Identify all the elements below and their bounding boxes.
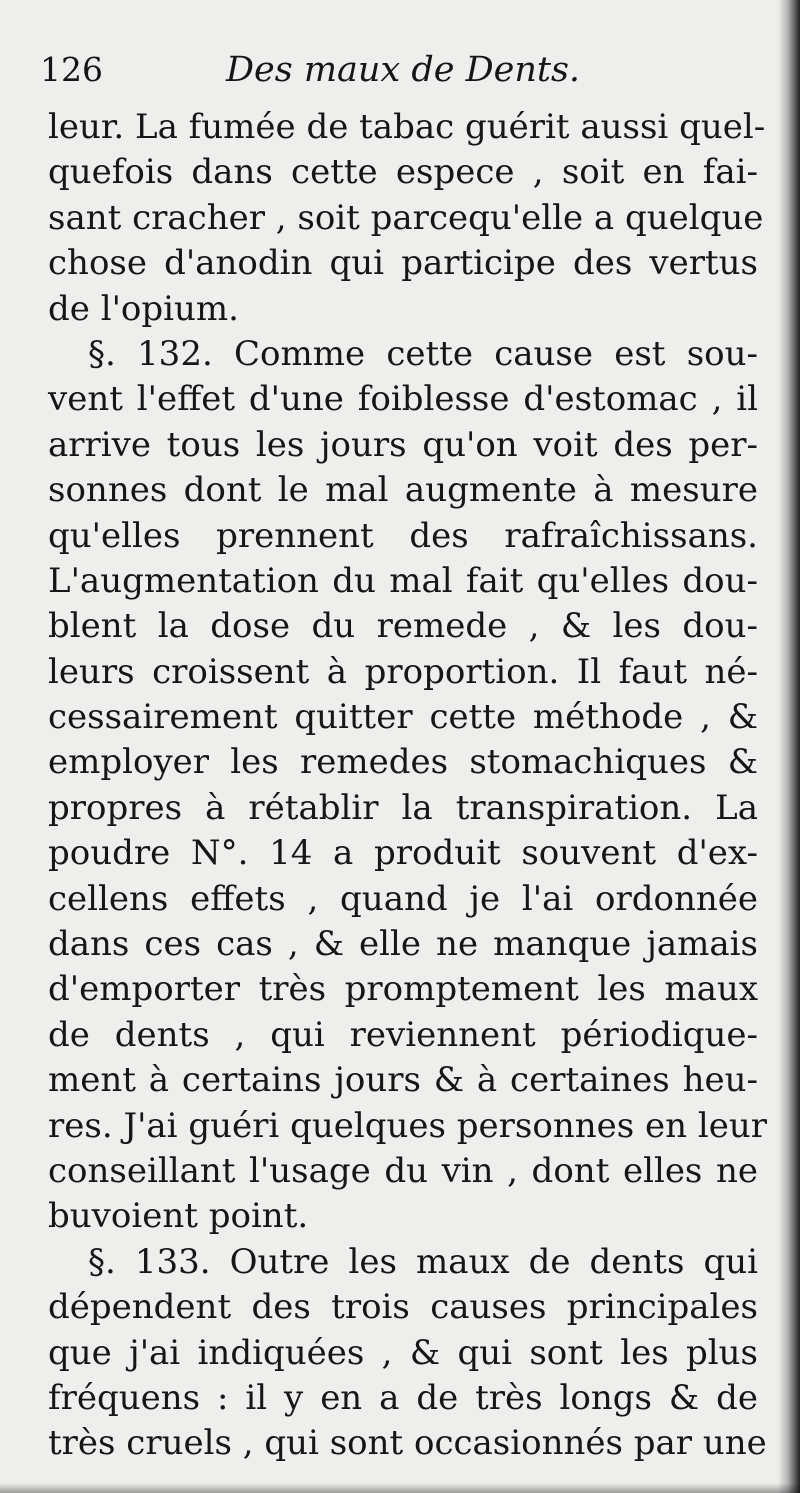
text-line: blent la dose du remede , & les dou- (48, 606, 758, 647)
text-line: conseillant l'usage du vin , dont elles ne (48, 1150, 758, 1191)
text-line: de dents , qui reviennent périodique- (48, 1014, 758, 1055)
page-bottom-shadow (0, 1483, 800, 1493)
text-line: sonnes dont le mal augmente à mesure (48, 470, 758, 511)
text-line: fréquens : il y en a de très longs & de (48, 1377, 758, 1418)
text-line: vent l'effet d'une foiblesse d'estomac , il (48, 379, 758, 420)
text-line: buvoient point. (48, 1196, 309, 1237)
text-line: d'emporter très promptement les maux (48, 969, 758, 1010)
text-line: cessairement quitter cette méthode , & (48, 697, 758, 738)
text-line: sant cracher , soit parcequ'elle a quelque (48, 197, 764, 238)
page-number: 126 (40, 50, 103, 89)
text-line: leur. La fumée de tabac guérit aussi quel- (48, 107, 766, 147)
text-line: quefois dans cette espece , soit en fai- (48, 152, 758, 193)
text-line: chose d'anodin qui participe des vertus (48, 243, 758, 284)
text-line: que j'ai indiquées , & qui sont les plus (48, 1332, 758, 1373)
running-title: Des maux de Dents. (226, 50, 581, 90)
page-edge-shadow (778, 0, 800, 1493)
text-line: arrive tous les jours qu'on voit des per- (48, 424, 758, 465)
text-line: employer les remedes stomachiques & (48, 742, 758, 783)
text-line: res. J'ai guéri quelques personnes en leur (48, 1105, 767, 1146)
text-line: poudre N°. 14 a produit souvent d'ex- (48, 833, 758, 874)
text-line: L'augmentation du mal fait qu'elles dou- (48, 560, 758, 601)
text-line: ment à certains jours & à certaines heu- (48, 1060, 758, 1101)
body-text (48, 105, 767, 1467)
text-line: dépendent des trois causes principales (48, 1287, 758, 1328)
text-line: qu'elles prennent des rafraîchissans. (48, 515, 758, 556)
text-line: cellens effets , quand je l'ai ordonnée (48, 878, 758, 919)
text-line: propres à rétablir la transpiration. La (48, 787, 758, 828)
text-line: §. 133. Outre les maux de dents qui (88, 1241, 758, 1282)
text-line: dans ces cas , & elle ne manque jamais (48, 924, 758, 965)
text-line: §. 132. Comme cette cause est sou- (88, 333, 758, 374)
text-line: de l'opium. (48, 288, 239, 329)
text-line: très cruels , qui sont occasionnés par une (48, 1423, 767, 1464)
running-head (40, 42, 740, 98)
text-line: leurs croissent à proportion. Il faut né- (48, 651, 758, 692)
